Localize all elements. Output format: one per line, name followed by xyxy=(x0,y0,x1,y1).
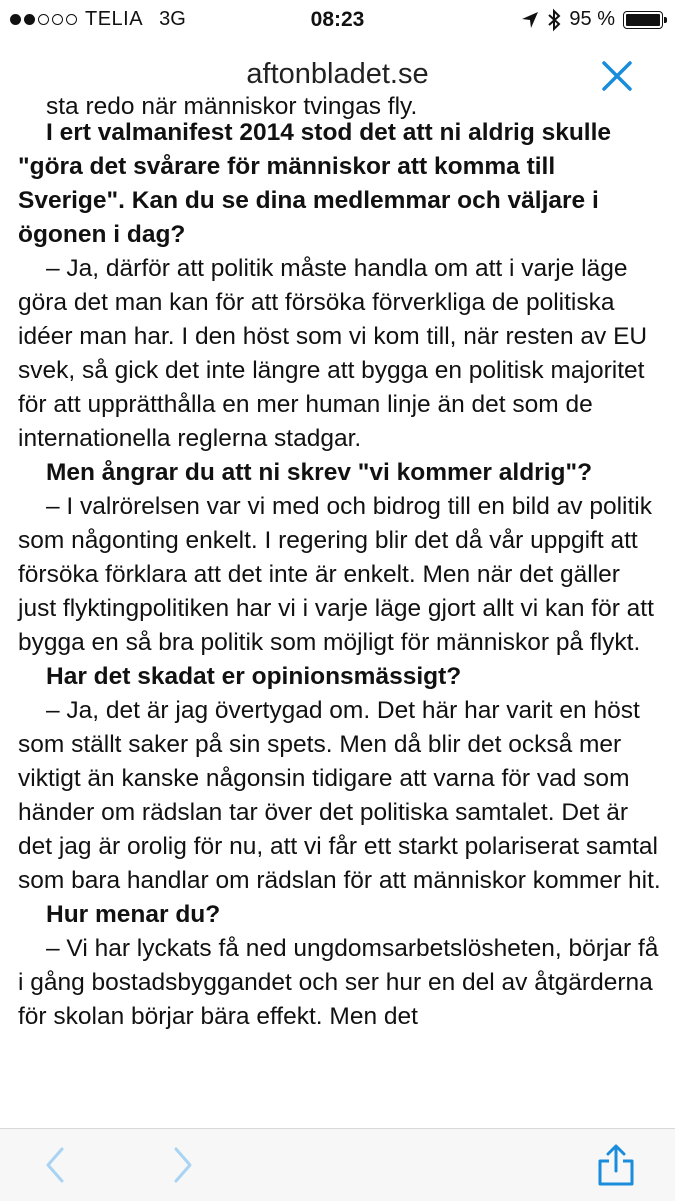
location-arrow-icon xyxy=(521,11,539,29)
interview-question: Har det skadat er opinionsmässigt? xyxy=(46,663,462,690)
interview-answer: – Ja, därför att politik måste handla om att i varje läge göra det man kan för att försöka förverkliga de politiska idéer man har. I den höst som vi kom till, när resten av EU svek, så gick det inte längre att bygga en politisk majoritet för att upprätthålla en mer human linje än det som de internationella reglerna stadgar. xyxy=(18,255,648,452)
article-cut-line xyxy=(18,90,663,120)
article-body xyxy=(18,93,663,1132)
chevron-left-icon[interactable] xyxy=(34,1143,78,1187)
status-right xyxy=(521,8,663,31)
bluetooth-icon xyxy=(547,9,561,31)
chevron-right-icon[interactable] xyxy=(160,1143,204,1187)
page-url[interactable]: aftonbladet.se xyxy=(246,58,429,90)
interview-answer: – I valrörelsen var vi med och bidrog till en bild av politik som någonting enkelt. I regering blir det då vår uppgift att försöka förklara att det inte är enkelt. Men när det gäller just flyktingpolitiken har vi i varje läge gjort allt vi kan för att bygga en så bra politik som möjligt för människor på flykt. xyxy=(18,493,654,656)
battery-icon xyxy=(623,11,663,29)
interview-question: Hur menar du? xyxy=(46,901,221,928)
interview-answer: – Vi har lyckats få ned ungdomsarbetslösheten, börjar få i gång bostadsbyggandet och ser hur en del av åtgärderna för skolan börjar bära effekt. Men det xyxy=(18,935,659,1030)
interview-question: Men ångrar du att ni skrev "vi kommer aldrig"? xyxy=(46,459,593,486)
network-type: 3G xyxy=(159,8,186,30)
carrier-name: TELIA xyxy=(85,8,144,30)
article-paragraph-partial: sta redo när människor tvingas fly. xyxy=(46,93,418,120)
interview-question: I ert valmanifest 2014 stod det att ni aldrig skulle "göra det svårare för människor att komma till Sverige". Kan du se dina medlemmar och väljare i ögonen i dag? xyxy=(18,119,612,248)
interview-answer: – Ja, det är jag övertygad om. Det här har varit en höst som ställt saker på sin spets. Men då blir det också mer viktigt än kanske någonsin tidigare att varna för vad som händer om rädslan tar över det politiska samtalet. Det är det jag är orolig för nu, att vi får ett starkt polariserat samtal som bara handlar om rädslan för att människor kommer hit. xyxy=(18,697,661,894)
battery-percent: 95 % xyxy=(569,8,615,30)
browser-toolbar xyxy=(0,1128,675,1201)
clock: 08:23 xyxy=(310,8,365,31)
close-icon[interactable] xyxy=(599,58,635,94)
share-icon[interactable] xyxy=(594,1143,638,1187)
status-bar xyxy=(0,0,675,40)
